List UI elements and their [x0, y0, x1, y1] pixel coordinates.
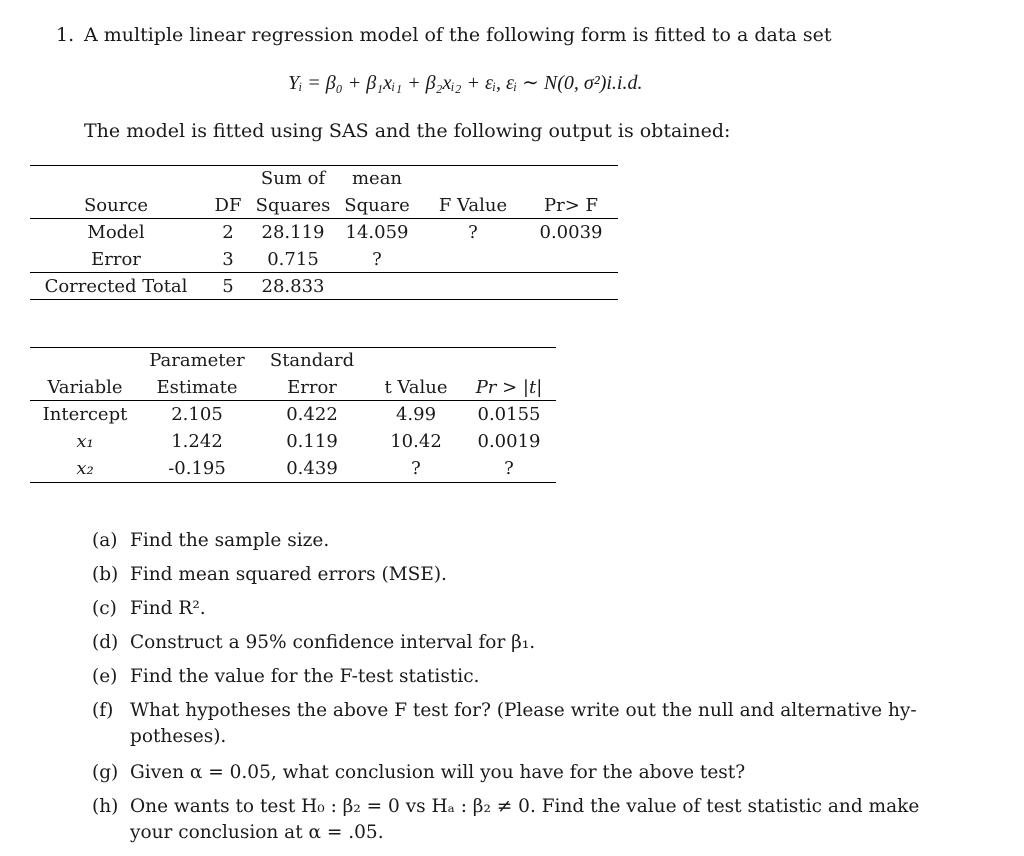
anova-header-bottom-row: [30, 192, 618, 219]
table-cell: ?: [504, 458, 514, 479]
anova-table: [30, 165, 618, 300]
table-cell: Error: [91, 249, 141, 270]
question-text: Find the sample size.: [130, 530, 330, 551]
question-text: What hypotheses the above F test for? (Please write out the null and alternative hy-: [130, 700, 917, 721]
question-text: Construct a 95% confidence interval for β₁.: [130, 632, 536, 653]
params-header-cell: Standard: [269, 350, 355, 371]
params-header-cell: Pr > |t|: [475, 377, 543, 398]
table-cell: 28.833: [261, 276, 325, 297]
problem-intro: A multiple linear regression model of the following form is fitted to a data set: [84, 24, 832, 46]
anova-row-error: [30, 246, 618, 273]
params-header-cell: [30, 347, 140, 374]
model-equation: Yᵢ = β₀ + β₁xᵢ₁ + β₂xᵢ₂ + εᵢ, εᵢ ∼ N(0, σ²)i.i.d.: [288, 72, 643, 94]
table-cell: Model: [87, 222, 145, 243]
table-cell: 14.059: [345, 222, 409, 243]
question-text: Find mean squared errors (MSE).: [130, 564, 447, 585]
params-header-cell: Estimate: [156, 377, 238, 398]
table-cell: 0.439: [286, 458, 338, 479]
table-cell: x₁: [76, 431, 94, 452]
table-cell: [524, 273, 618, 300]
table-cell: [422, 246, 524, 273]
table-cell: 2: [222, 222, 234, 243]
parameter-estimates-table: [30, 347, 556, 482]
table-cell: 0.0155: [477, 404, 541, 425]
anova-header-top-row: [30, 165, 618, 192]
table-cell: 0.119: [286, 431, 338, 452]
table-cell: x₂: [76, 458, 94, 479]
anova-header-cell: DF: [214, 195, 242, 216]
question-text-continued: your conclusion at α = .05.: [130, 822, 384, 843]
table-cell: ?: [411, 458, 421, 479]
table-cell: 2.105: [171, 404, 223, 425]
table-cell: 0.715: [267, 249, 319, 270]
question-text: Given α = 0.05, what conclusion will you have for the above test?: [130, 762, 746, 783]
table-cell: 28.119: [261, 222, 325, 243]
params-header-cell: Parameter: [149, 350, 245, 371]
table-cell: ?: [468, 222, 478, 243]
table-cell: 5: [222, 276, 234, 297]
table-cell: Corrected Total: [44, 276, 188, 297]
table-cell: [524, 246, 618, 273]
table-cell: [332, 273, 422, 300]
anova-row-total: [30, 273, 618, 300]
question-text-continued: potheses).: [130, 726, 227, 747]
table-cell: 0.0039: [539, 222, 603, 243]
anova-header-cell: [524, 165, 618, 192]
question-label: (f): [92, 700, 114, 721]
table-cell: 0.0019: [477, 431, 541, 452]
question-text: One wants to test H₀ : β₂ = 0 vs Hₐ : β₂ ≠ 0. Find the value of test statistic and make: [130, 796, 920, 817]
question-label: (e): [92, 666, 118, 687]
question-label: (a): [92, 530, 118, 551]
anova-row-model: [30, 219, 618, 246]
table-cell: 3: [222, 249, 234, 270]
question-text: Find R².: [130, 598, 206, 619]
anova-header-cell: Square: [344, 195, 410, 216]
table-cell: ?: [372, 249, 382, 270]
params-header-cell: Variable: [47, 377, 123, 398]
output-sentence: The model is fitted using SAS and the following output is obtained:: [84, 120, 731, 142]
params-header-bottom-row: [30, 374, 556, 401]
params-row-x2: [30, 455, 556, 482]
anova-header-cell: Sum of: [260, 168, 326, 189]
anova-header-cell: Pr> F: [543, 195, 598, 216]
params-header-cell: [370, 347, 462, 374]
anova-header-cell: Squares: [255, 195, 331, 216]
question-label: (b): [92, 564, 119, 585]
table-cell: 1.242: [171, 431, 223, 452]
params-header-cell: [462, 347, 556, 374]
table-cell: 10.42: [390, 431, 442, 452]
params-header-cell: t Value: [384, 377, 448, 398]
table-cell: [422, 273, 524, 300]
anova-header-cell: F Value: [438, 195, 508, 216]
table-cell: 0.422: [286, 404, 338, 425]
table-cell: Intercept: [42, 404, 128, 425]
params-header-cell: Error: [287, 377, 337, 398]
problem-number: 1.: [56, 24, 75, 46]
question-label: (g): [92, 762, 119, 783]
question-label: (d): [92, 632, 119, 653]
anova-header-cell: [422, 165, 524, 192]
anova-header-cell: mean: [351, 168, 403, 189]
table-cell: 4.99: [395, 404, 437, 425]
anova-header-cell: [30, 165, 202, 192]
question-text: Find the value for the F-test statistic.: [130, 666, 480, 687]
params-bottom-rule: [30, 482, 556, 483]
table-cell: -0.195: [168, 458, 226, 479]
anova-header-cell: Source: [83, 195, 149, 216]
params-header-top-row: [30, 347, 556, 374]
question-label: (c): [92, 598, 117, 619]
params-row-intercept: [30, 401, 556, 428]
params-row-x1: [30, 428, 556, 455]
question-label: (h): [92, 796, 119, 817]
anova-header-cell: [202, 165, 254, 192]
